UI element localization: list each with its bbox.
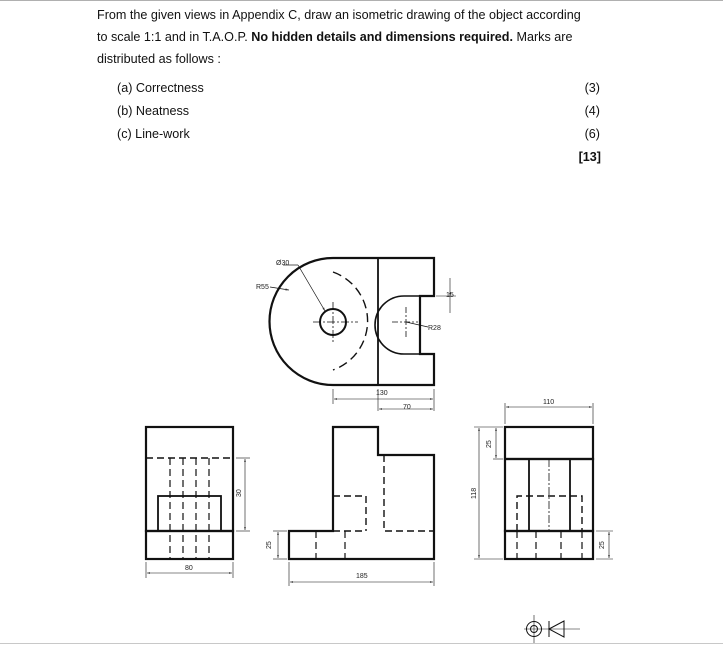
left-view-base: [146, 531, 233, 559]
dim-25-front: 25: [266, 541, 273, 549]
marks-value: (3): [584, 81, 600, 95]
marks-value: (6): [584, 127, 600, 141]
dim-25-right: 25: [599, 541, 606, 549]
right-view-top: [505, 427, 593, 459]
marks-value: (4): [584, 104, 600, 118]
dim-15: 15: [446, 292, 454, 299]
marks-label: (b) Neatness: [117, 104, 190, 118]
instruction-bold: No hidden details and dimensions required.: [251, 30, 513, 44]
question-line-2-end: Marks are: [512, 30, 573, 44]
dim-70: 70: [403, 404, 411, 411]
dim-r55: R55: [256, 284, 269, 291]
leader-line: [298, 265, 325, 311]
right-side-view: [474, 403, 613, 559]
bottom-border: [0, 643, 723, 644]
left-view-slot: [158, 496, 221, 531]
marks-label: (a) Correctness: [117, 81, 204, 95]
dim-30: 30: [236, 489, 243, 497]
hidden-line: [333, 496, 366, 531]
leader-line: [406, 322, 428, 327]
question-line-2-start: to scale 1:1 and in T.A.O.P.: [97, 30, 252, 44]
front-view: [273, 427, 434, 586]
top-view: [270, 258, 457, 411]
marks-label: (c) Line-work: [117, 127, 190, 141]
r28-arc: [375, 296, 420, 354]
front-view-outline: [289, 427, 434, 559]
dim-80: 80: [185, 565, 193, 572]
question-line-3: distributed as follows :: [97, 52, 221, 66]
hidden-line: [384, 455, 434, 531]
left-view-upper: [146, 427, 233, 531]
right-view-base: [505, 531, 593, 559]
dim-r28: R28: [428, 325, 441, 332]
dim-25-top: 25: [486, 440, 493, 448]
dim-dia30: Ø30: [276, 260, 290, 267]
hidden-arc: [333, 272, 368, 370]
dim-185: 185: [356, 573, 368, 580]
dim-110: 110: [543, 399, 555, 406]
dim-130: 130: [376, 390, 388, 397]
hidden-line: [517, 496, 582, 531]
top-view-outline-arc: [270, 258, 379, 385]
dim-118: 118: [471, 487, 478, 499]
left-side-view: [146, 427, 250, 578]
projection-symbol-icon: [524, 615, 580, 643]
marks-total: [13]: [578, 150, 601, 164]
question-line-1: From the given views in Appendix C, draw an isometric drawing of the object according: [97, 8, 581, 22]
